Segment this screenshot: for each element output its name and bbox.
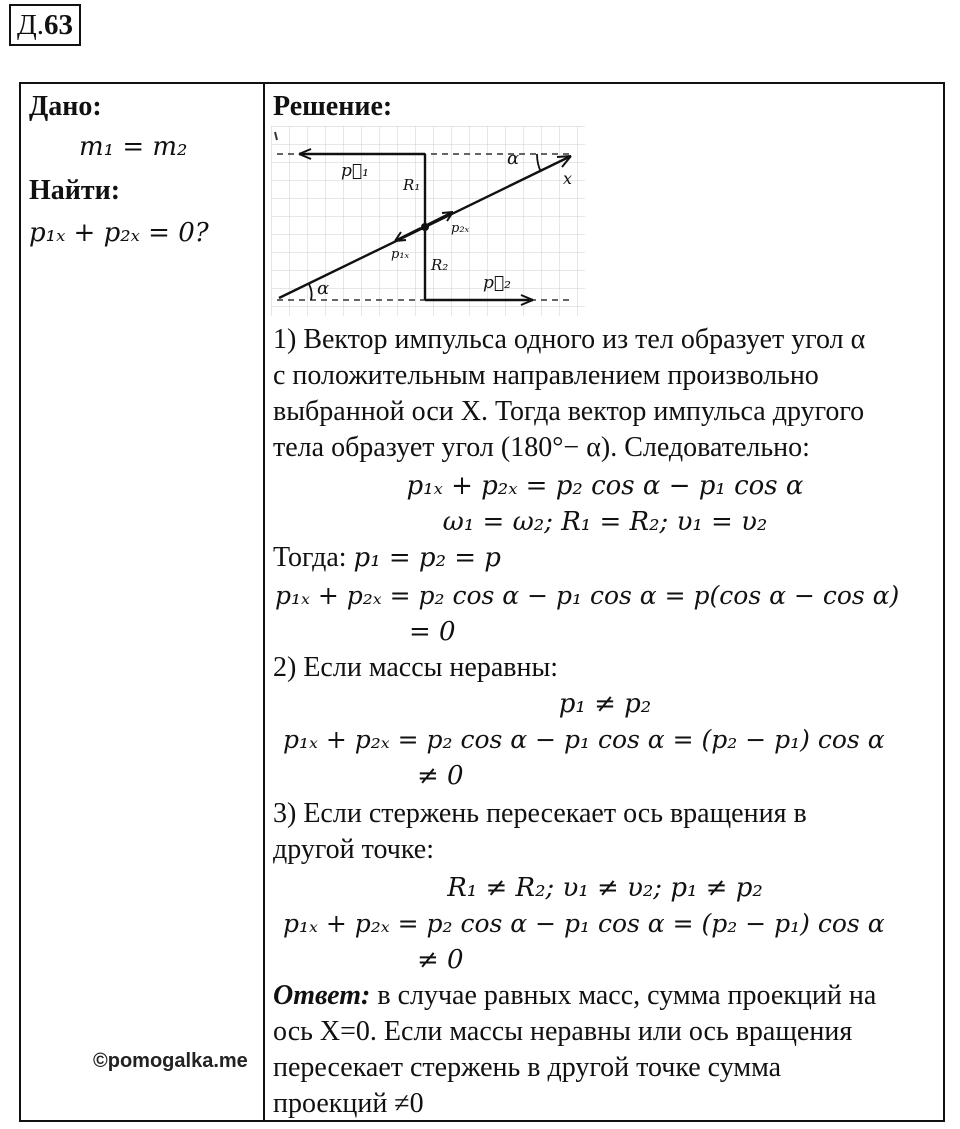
- find-heading: Найти:: [29, 175, 121, 206]
- solution-column: [264, 83, 944, 1121]
- then-line: [273, 540, 937, 576]
- given-condition: [79, 132, 187, 162]
- answer-label: Ответ:: [273, 980, 371, 1011]
- label-x-axis: x: [563, 169, 573, 188]
- equation-3-continued: = 0: [409, 617, 456, 647]
- given-column: [20, 83, 264, 1121]
- p3-line-1: 3) Если стержень пересекает ось вращения в: [273, 798, 807, 829]
- task-number: 63: [44, 9, 74, 41]
- given-heading: Дано:: [29, 91, 102, 122]
- label-alpha-top: α: [507, 148, 520, 169]
- solution-heading: Решение:: [273, 91, 393, 122]
- equation-7: p₁ₓ + p₂ₓ = p₂ cos α − p₁ cos α = (p₂ − p₁) cos α: [283, 909, 885, 938]
- label-r1: R₁: [403, 176, 421, 194]
- label-p1: p⃗₁: [341, 161, 369, 181]
- label-p2x: p₂ₓ: [451, 221, 470, 236]
- equation-5-continued: ≠ 0: [417, 761, 464, 791]
- vector-sketch: [271, 126, 585, 316]
- equation-5: p₁ₓ + p₂ₓ = p₂ cos α − p₁ cos α = (p₂ − p₁) cos α: [283, 725, 885, 754]
- answer-line-2: ось X=0. Если массы неравны или ось вращения: [273, 1016, 853, 1047]
- equation-7-continued: ≠ 0: [417, 945, 464, 975]
- p1-line-3: выбранной оси X. Тогда вектор импульса другого: [273, 396, 865, 427]
- watermark: ©pomogalka.me: [93, 1050, 248, 1072]
- equation-1: p₁ₓ + p₂ₓ = p₂ cos α − p₁ cos α: [406, 471, 804, 501]
- given-condition-text: m₁ = m₂: [79, 132, 188, 162]
- equation-6: R₁ ≠ R₂; υ₁ ≠ υ₂; p₁ ≠ p₂: [447, 873, 763, 903]
- answer-line-3: пересекает стержень в другой точке сумма: [273, 1052, 782, 1083]
- then-label: Тогда:: [273, 542, 347, 573]
- label-p2: p⃗₂: [483, 273, 511, 293]
- then-equation: p₁ = p₂ = p: [353, 543, 501, 573]
- label-r2: R₂: [431, 256, 449, 274]
- solution-table: [19, 82, 945, 1122]
- p1-line-4: тела образует угол (180°− α). Следовательно:: [273, 432, 810, 463]
- equation-3: p₁ₓ + p₂ₓ = p₂ cos α − p₁ cos α = p(cos α − cos α): [275, 581, 900, 610]
- answer-first-text: в случае равных масс, сумма проекций на: [370, 980, 877, 1011]
- answer-line-1: [273, 978, 937, 1014]
- p3-line-2: другой точке:: [273, 834, 434, 865]
- equation-4: p₁ ≠ p₂: [558, 689, 652, 719]
- label-p1x: p₁ₓ: [391, 247, 410, 262]
- equation-2: ω₁ = ω₂; R₁ = R₂; υ₁ = υ₂: [442, 507, 768, 537]
- find-expression-text: p₁ₓ + p₂ₓ = 0?: [29, 218, 209, 248]
- answer-line-4: проекций ≠0: [273, 1088, 424, 1119]
- task-prefix: Д.: [17, 9, 45, 41]
- pivot-point: [421, 223, 429, 231]
- find-expression: [29, 218, 209, 248]
- p1-line-2: с положительным направлением произвольно: [273, 360, 819, 391]
- label-alpha-bottom: α: [317, 278, 330, 299]
- task-number-label: [9, 4, 81, 46]
- p2-text: 2) Если массы неравны:: [273, 652, 559, 683]
- p1-line-1: 1) Вектор импульса одного из тел образует угол α: [273, 324, 866, 355]
